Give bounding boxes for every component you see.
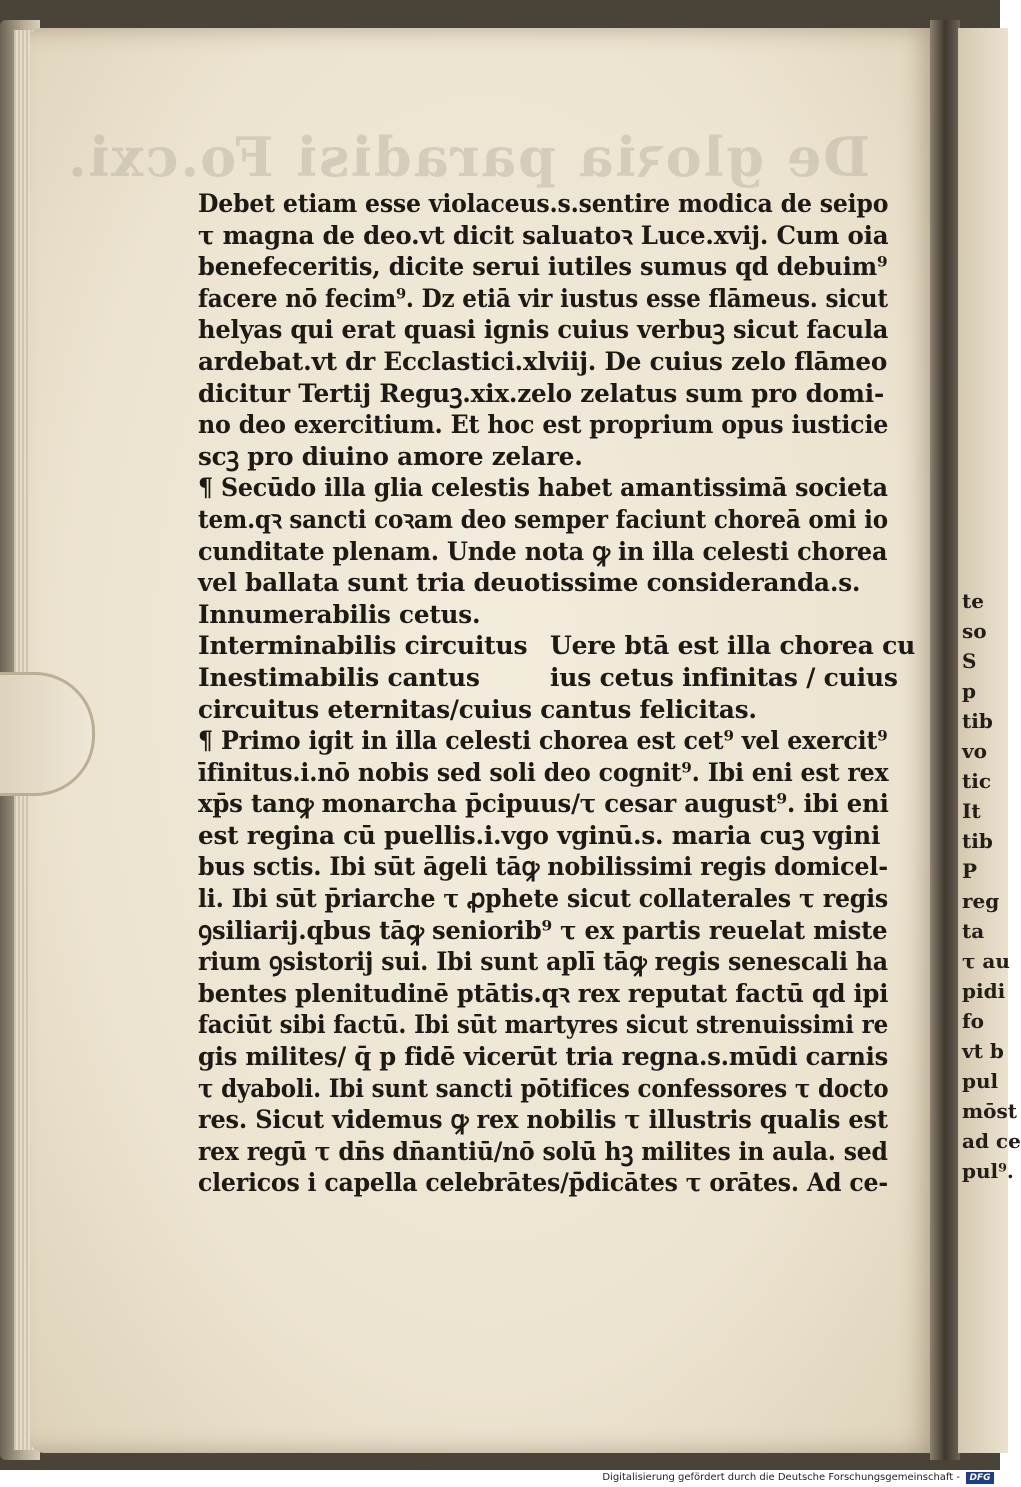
text-line: est regina cū puellis.i.vgo vginū.s. maria cuꝫ vgini xyxy=(198,820,881,850)
right-page-fragment: fo xyxy=(962,1009,984,1033)
right-page-fragment: so xyxy=(962,619,987,643)
right-page-fragment: S xyxy=(962,649,977,673)
text-line: īfinitus.i.nō nobis sed soli deo cognit⁹. Ibi eni est rex xyxy=(198,757,889,787)
text-line: benefeceritis, dicite serui iutiles sumus qd debuim⁹ xyxy=(198,252,888,282)
text-line: facere nō fecim⁹. Dz etiā vir iustus esse flāmeus. sicut xyxy=(198,283,888,313)
right-page-fragment: tic xyxy=(962,769,992,793)
main-text-block xyxy=(198,188,916,1199)
text-line: tem.qꝛ sancti coꝛam deo semper faciunt choreā omi io xyxy=(198,504,888,534)
text-line: rium ꝯsistorij sui. Ibi sunt aplī tāꝙ regis senescali ha xyxy=(198,947,888,977)
text-line: ꝯsiliarij.qbus tāꝙ seniorib⁹ τ ex partis reuelat miste xyxy=(198,915,888,945)
text-line: Innumerabilis cetus. xyxy=(198,599,481,629)
funding-credit: Digitalisierung gefördert durch die Deutsche Forschungsgemeinschaft - xyxy=(602,1472,960,1483)
text-line xyxy=(198,662,898,694)
right-page-fragment: vt b xyxy=(962,1039,1004,1063)
text-line: bentes plenitudinē ptātis.qꝛ rex reputat factū qd ipi xyxy=(198,978,889,1008)
text-line: dicitur Tertij Reguꝫ.xix.zelo zelatus sum pro domi- xyxy=(198,378,884,408)
text-line: τ dyaboli. Ibi sunt sancti pōtifices confessores τ docto xyxy=(198,1073,889,1103)
right-page-fragment: tib xyxy=(962,709,993,733)
text-line: no deo exercitium. Et hoc est proprium opus iusticie xyxy=(198,410,889,440)
right-page-fragment: pul⁹. xyxy=(962,1159,1014,1183)
right-page-fragment: vo xyxy=(962,739,987,763)
right-page-fragment: pul xyxy=(962,1069,999,1093)
footer xyxy=(0,1470,1000,1487)
text-line: cunditate plenam. Unde nota ꝙ in illa celesti chorea xyxy=(198,536,888,566)
text-line: τ magna de deo.vt dicit saluatoꝛ Luce.xvij. Cum oia xyxy=(198,220,889,250)
text-line: scꝫ pro diuino amore zelare. xyxy=(198,441,583,471)
bleed-through-heading: De gloꝛia paradisi Fo.cxi. xyxy=(66,125,870,189)
text-line: res. Sicut videmus ꝙ rex nobilis τ illustris qualis est xyxy=(198,1105,888,1135)
right-page-fragment: P xyxy=(962,859,978,883)
text-line: clericos i capella celebrātes/p̄dicātes τ orātes. Ad ce- xyxy=(198,1168,888,1198)
text-line: rex regū τ dn̄s dn̄antiū/nō solū hꝫ milites in aula. sed xyxy=(198,1136,888,1166)
right-page-fragment: τ au xyxy=(962,949,1010,973)
text-line: faciūt sibi factū. Ibi sūt martyres sicut strenuissimi re xyxy=(198,1010,889,1040)
right-page-fragment: tib xyxy=(962,829,993,853)
text-line: Debet etiam esse violaceus.s.sentire modica de seipo xyxy=(198,189,889,218)
right-page-fragment: ta xyxy=(962,919,985,943)
right-page-fragment: reg xyxy=(962,889,1000,913)
right-page-fragment: te xyxy=(962,589,984,613)
text-line-left-column: Interminabilis circuitus xyxy=(198,631,528,661)
text-line: vel ballata sunt tria deuotissime consideranda.s. xyxy=(198,568,861,598)
text-line xyxy=(198,630,916,662)
text-line: xp̄s tanꝙ monarcha p̄cipuus/τ cesar august⁹. ibi eni xyxy=(198,789,889,819)
right-page-fragment: ad ce xyxy=(962,1129,1021,1153)
right-page-fragment: mōst xyxy=(962,1099,1017,1123)
text-line: gis milites/ q̄ p fidē vicerūt tria regna.s.mūdi carnis xyxy=(198,1042,889,1072)
text-line: li. Ibi sūt p̄riarche τ ꝓphete sicut collaterales τ regis xyxy=(198,884,889,914)
right-page-fragment: It xyxy=(962,799,981,823)
text-line: ¶ Primo igit in illa celesti chorea est cet⁹ vel exercit⁹ xyxy=(198,726,888,756)
right-page-text-fragments xyxy=(962,586,1021,1186)
right-page-fragment: pidi xyxy=(962,979,1006,1003)
right-page-fragment: p xyxy=(962,679,976,703)
dfg-logo: DFG xyxy=(966,1472,994,1484)
book-gutter xyxy=(930,20,960,1460)
text-line-right-column: Uere btā est illa chorea cu xyxy=(550,631,916,661)
text-line: ardebat.vt dr Ecclastici.xlviij. De cuius zelo flāmeo xyxy=(198,346,888,376)
text-line-left-column: Inestimabilis cantus xyxy=(198,662,480,692)
text-line: ¶ Secūdo illa glia celestis habet amantissimā societa xyxy=(198,473,888,503)
text-line: bus sctis. Ibi sūt āgeli tāꝙ nobilissimi regis domicel- xyxy=(198,852,888,882)
text-line: helyas qui erat quasi ignis cuius verbuꝫ sicut facula xyxy=(198,315,889,345)
text-line: circuitus eternitas/cuius cantus felicitas. xyxy=(198,694,757,724)
text-line-right-column: ius cetus infinitas / cuius xyxy=(550,662,898,692)
